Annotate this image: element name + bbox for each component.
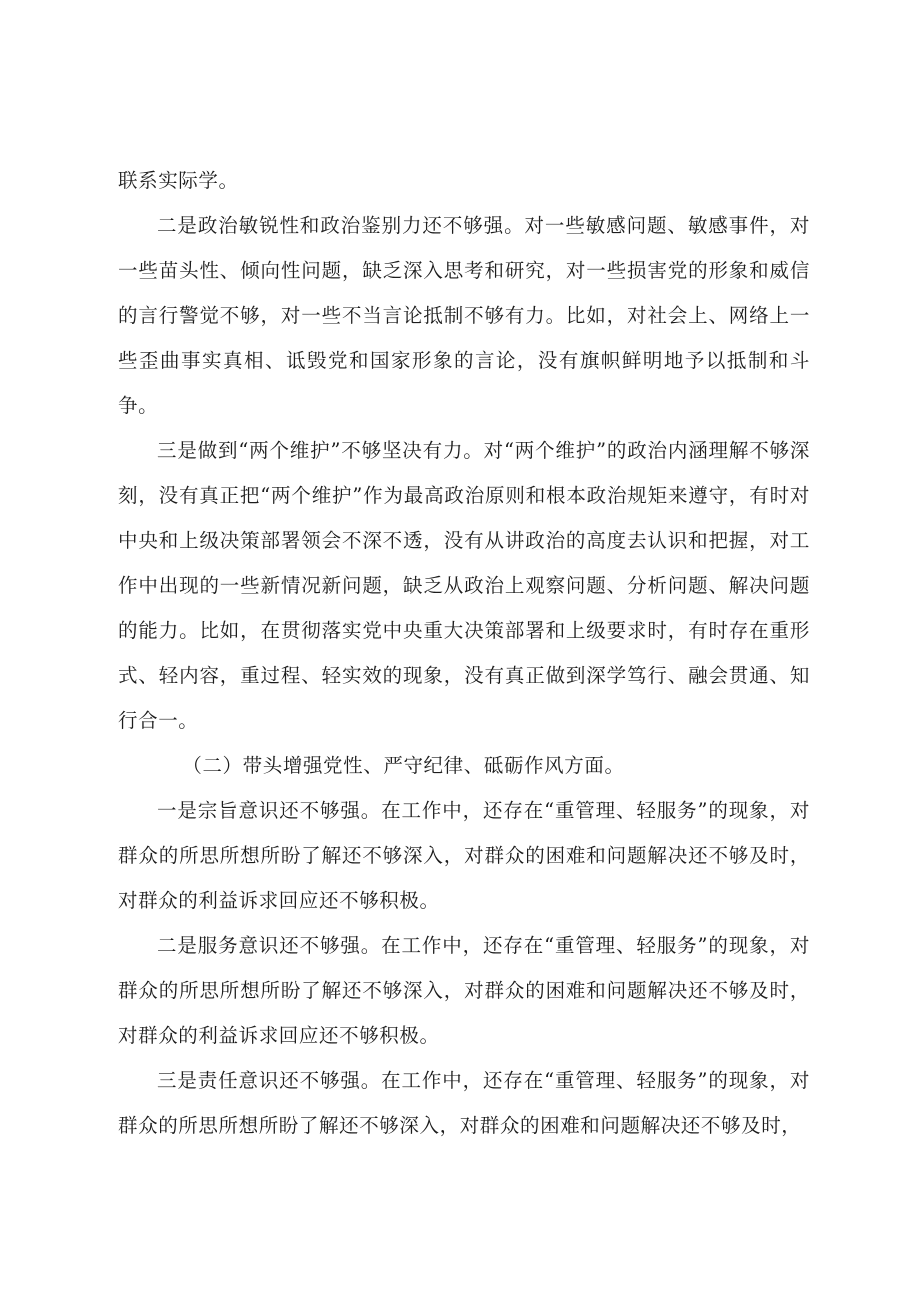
section-subheading: （二）带头增强党性、严守纪律、砥砺作风方面。 [182, 754, 625, 777]
paragraph-responsibility-awareness: 三是责任意识还不够强。在工作中，还存在“重管理、轻服务”的现象，对群众的所思所想所盼了解还不够深入，对群众的困难和问题解决还不够及时， [118, 1069, 810, 1137]
paragraph-purpose-awareness: 一是宗旨意识还不够强。在工作中，还存在“重管理、轻服务”的现象，对群众的所思所想所盼了解还不够深入，对群众的困难和问题解决还不够及时，对群众的利益诉求回应还不够积极。 [118, 799, 810, 912]
paragraph-service-awareness: 二是服务意识还不够强。在工作中，还存在“重管理、轻服务”的现象，对群众的所思所想所盼了解还不够深入，对群众的困难和问题解决还不够及时，对群众的利益诉求回应还不够积极。 [118, 934, 810, 1047]
paragraph-political-sensitivity: 二是政治敏锐性和政治鉴别力还不够强。对一些敏感问题、敏感事件，对一些苗头性、倾向性问题，缺乏深入思考和研究，对一些损害党的形象和威信的言行警觉不够，对一些不当言论抵制不够有力。比如，对社会上、网络上一些歪曲事实真相、诋毁党和国家形象的言论，没有旗帜鲜明地予以抵制和斗争。 [118, 214, 810, 417]
paragraph-two-safeguards: 三是做到“两个维护”不够坚决有力。对“两个维护”的政治内涵理解不够深刻，没有真正把“两个维护”作为最高政治原则和根本政治规矩来遵守，有时对中央和上级决策部署领会不深不透，没有从讲政治的高度去认识和把握，对工作中出现的一些新情况新问题，缺乏从政治上观察问题、分析问题、解决问题的能力。比如，在贯彻落实党中央重大决策部署和上级要求时，有时存在重形式、轻内容，重过程、轻实效的现象，没有真正做到深学笃行、融会贯通、知行合一。 [118, 439, 810, 732]
paragraph-continuation: 联系实际学。 [118, 169, 239, 192]
document-body [118, 158, 810, 1148]
